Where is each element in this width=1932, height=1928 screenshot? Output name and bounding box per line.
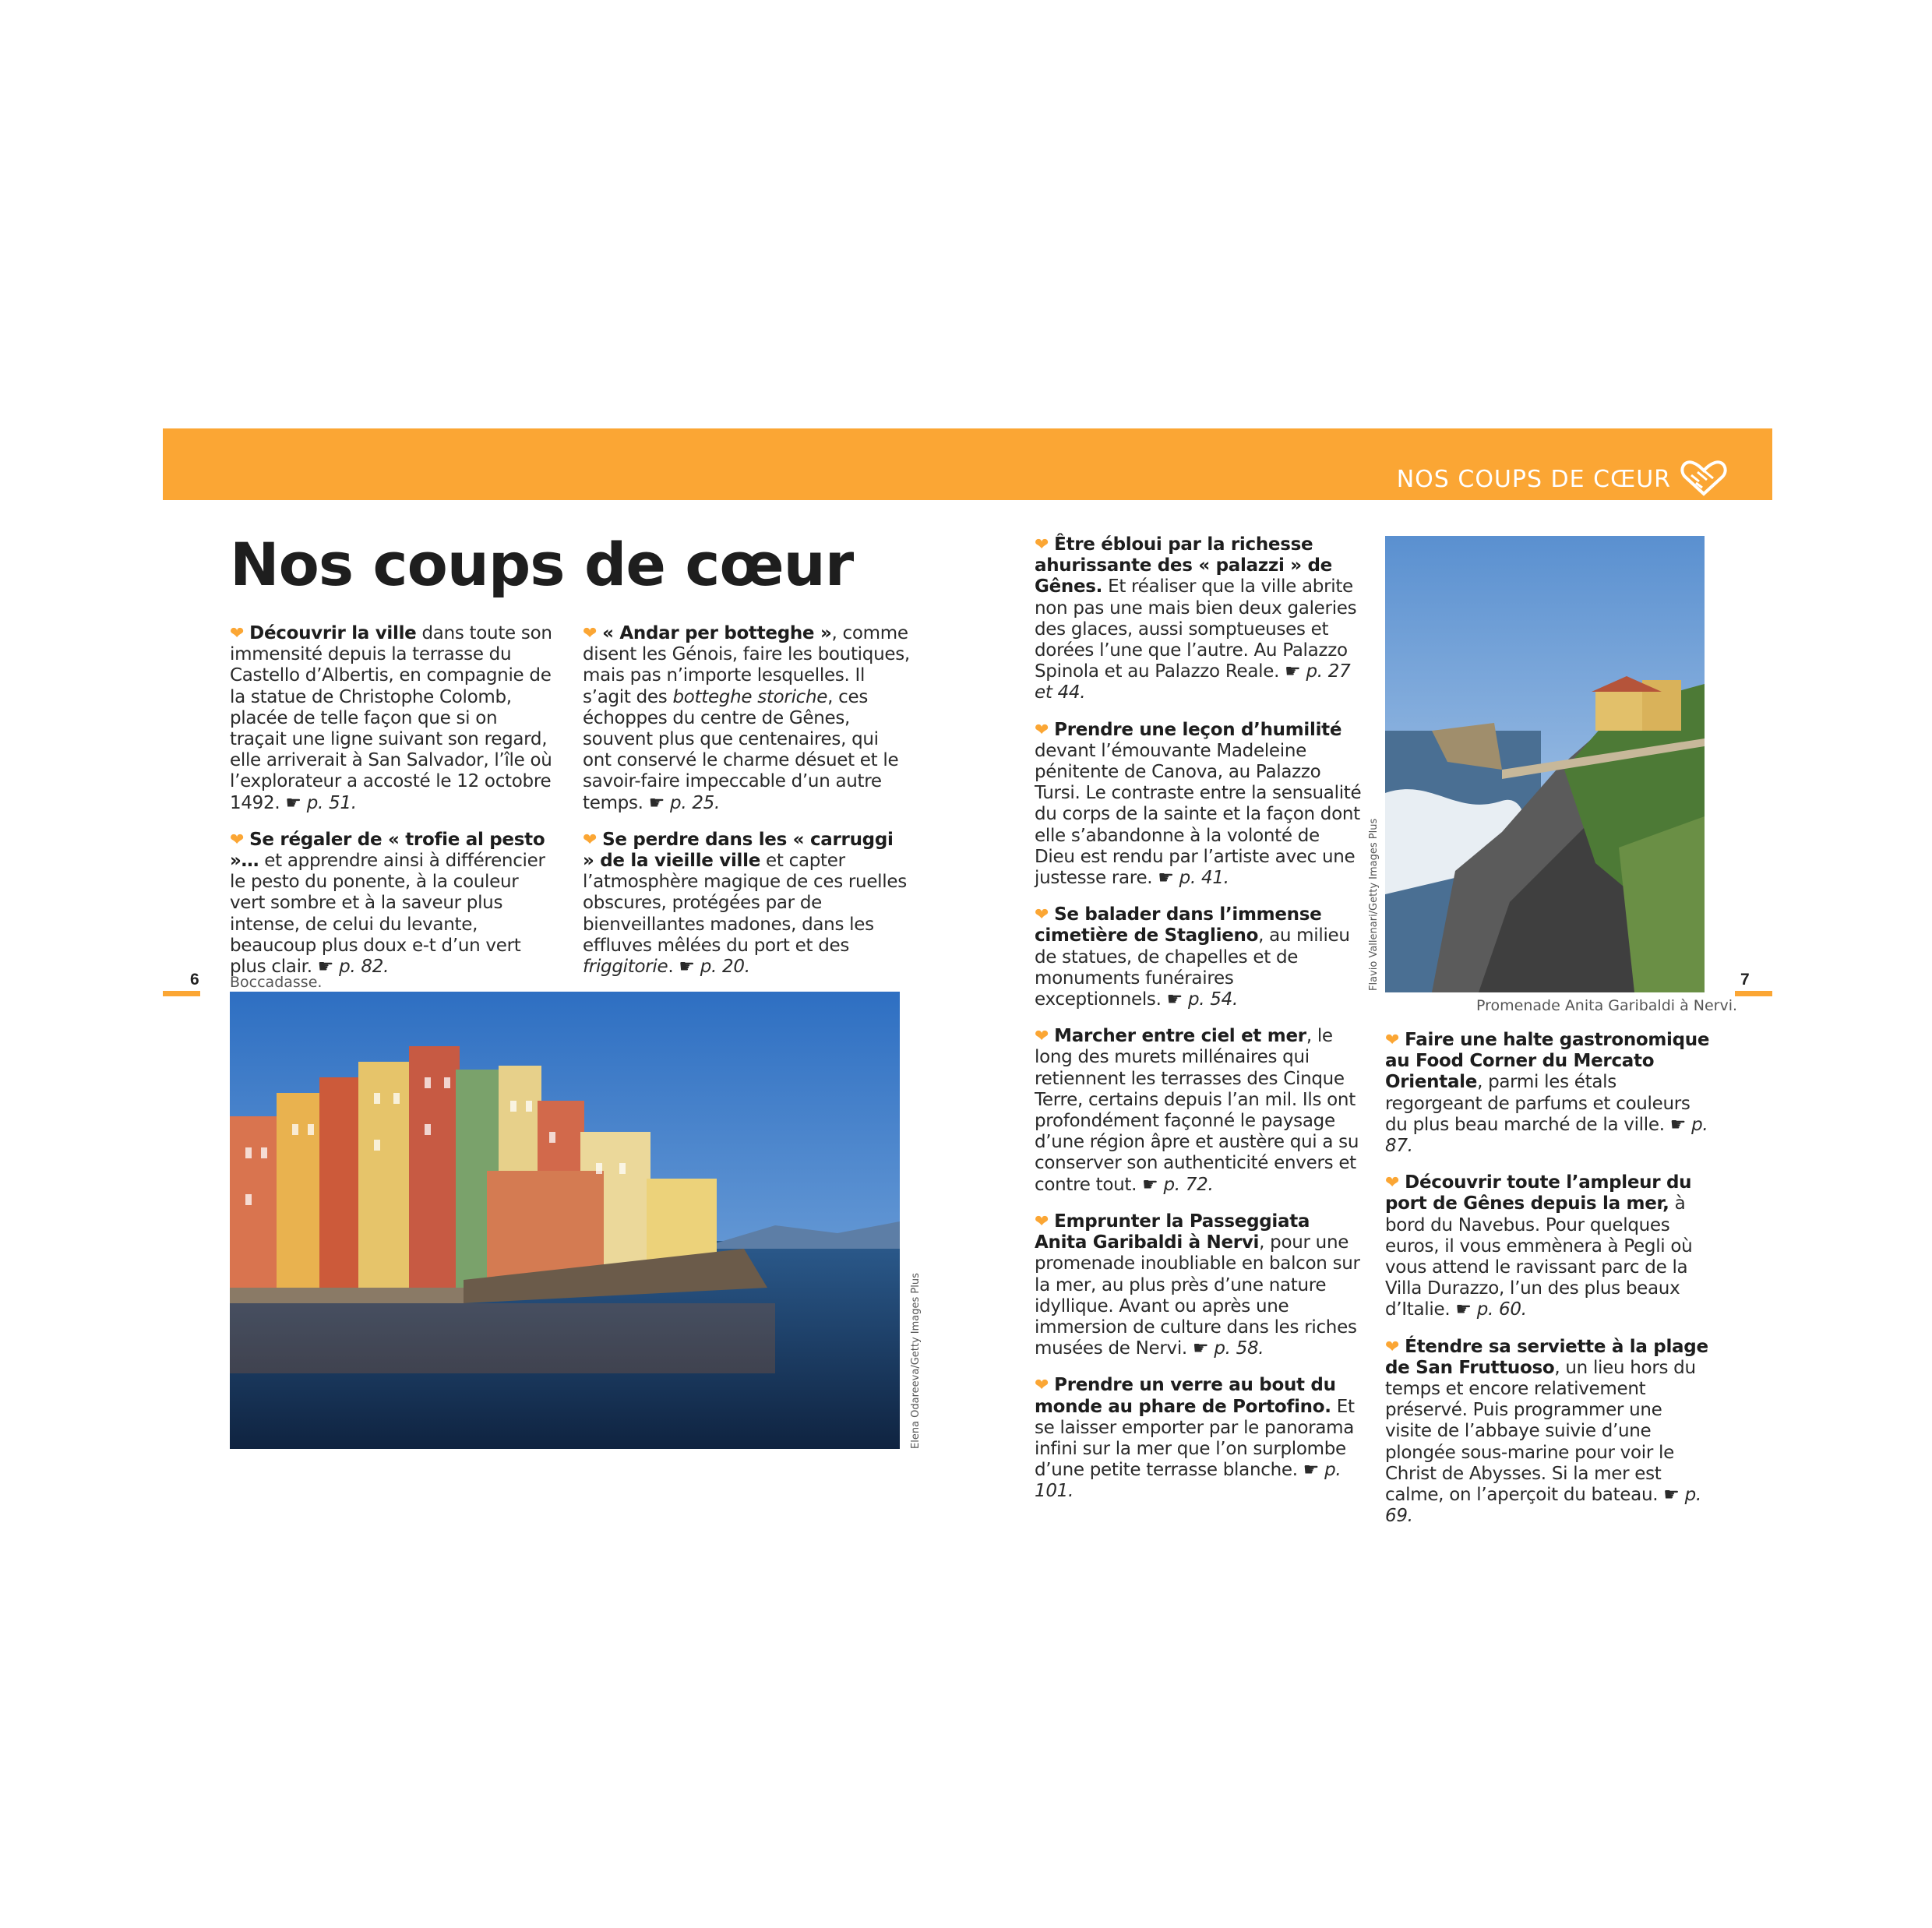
entry-text: et capter l’atmosphère magique de ces ruelles obscures, protégées par de bienveillantes madones, dans les effluves mêlées du port et des — [583, 851, 907, 956]
column-2 — [583, 623, 910, 993]
entry-text: dans toute son immensité depuis la terrasse du Castello d’Albertis, en compagnie de la statue de Christophe Colomb, placée de telle façon que si on traçait une ligne suivant son regard, elle arriverait à San Salvador, l’île où l’explorateur a accosté le 12 octobre 1492. — [230, 623, 552, 813]
heart-icon: ❤ — [1385, 1031, 1400, 1050]
entry-heading: Marcher entre ciel et mer — [1054, 1026, 1306, 1047]
entry-text: , comme disent les Génois, faire les boutiques, mais pas n’importe lesquelles. Il s’agit des — [583, 623, 910, 707]
heart-icon: ❤ — [1035, 1027, 1049, 1047]
arrow-reference-icon: ☛ — [317, 957, 334, 978]
arrow-reference-icon: ☛ — [1663, 1485, 1680, 1506]
page-reference: p. 101. — [1035, 1460, 1341, 1502]
entry-heading: « Andar per botteghe » — [602, 623, 832, 643]
entry-text: , pour une promenade inoubliable en balcon sur la mer, au plus près d’une nature idyllique. Avant ou après une immersion de culture dans les riches musées de Nervi. — [1035, 1232, 1360, 1359]
arrow-reference-icon: ☛ — [1158, 868, 1174, 889]
arrow-reference-icon: ☛ — [1166, 989, 1183, 1010]
entry-text: , le long des murets millénaires qui retiennent les terrasses des Cinque Terre, certains depuis l’an mil. Ils ont profondément façonné le paysage d’une région âpre et austère qui a su conserver son authenticité envers et contre tout. — [1035, 1026, 1359, 1195]
entry-heading: Découvrir toute l’ampleur du port de Gênes depuis la mer, — [1385, 1172, 1692, 1214]
page-reference: p. 60. — [1476, 1299, 1527, 1320]
arrow-reference-icon: ☛ — [1455, 1299, 1472, 1320]
photo-credit-left: Elena Odareeva/Getty Images Plus — [910, 1273, 922, 1449]
entry-heading: Se perdre dans les « carruggi » de la vieille ville — [583, 829, 894, 872]
entry-text: , au milieu de statues, de chapelles et de monuments funéraires exceptionnels. — [1035, 925, 1350, 1010]
photo-caption-left: Boccadasse. — [230, 974, 323, 991]
page-reference: p. 41. — [1179, 868, 1229, 889]
entry — [230, 623, 557, 814]
column-3 — [1035, 534, 1362, 1518]
photo-caption-right: Promenade Anita Garibaldi à Nervi. — [1476, 997, 1738, 1014]
entry-heading: Étendre sa serviette à la plage de San Fruttuoso — [1385, 1336, 1708, 1378]
section-header-band — [163, 428, 1772, 500]
entry-text: devant l’émouvante Madeleine pénitente de Canova, au Palazzo Tursi. Le contraste entre la sensualité du corps de la sainte et la façon dont elle s’abandonne à la volonté de Dieu est rendu par l’artiste avec une justesse rare. — [1035, 740, 1362, 889]
heart-icon: ❤ — [1035, 720, 1049, 740]
page-reference: p. 51. — [306, 792, 357, 813]
entry-heading: Se régaler de « trofie al pesto »… — [230, 829, 545, 872]
entry — [583, 623, 910, 814]
page-reference: p. 72. — [1163, 1174, 1214, 1195]
heart-icon: ❤ — [583, 830, 598, 850]
heart-icon: ❤ — [1035, 1376, 1049, 1396]
entry-heading: Prendre une leçon d’humilité — [1054, 719, 1342, 740]
entry-text: , un lieu hors du temps et encore relativement préservé. Puis programmer une visite de l’abbaye suivie d’une plongée sous-marine pour voir le Christ de Abysses. Si la mer est calme, on l’aperçoit du bateau. — [1385, 1357, 1696, 1506]
arrow-reference-icon: ☛ — [1669, 1114, 1687, 1135]
entry-text: , parmi les étals regorgeant de parfums et couleurs du plus beau marché de la ville. — [1385, 1072, 1690, 1135]
entry — [1035, 1375, 1362, 1502]
entry — [1035, 1211, 1362, 1359]
entry — [1035, 904, 1362, 1010]
entry-text: et apprendre ainsi à différencier le pesto du ponente, à la couleur vert sombre et à la saveur plus intense, de celui du levante, beaucoup plus doux e-t d’un vert plus clair. — [230, 851, 545, 978]
entry-heading: Découvrir la ville — [249, 623, 417, 643]
arrow-reference-icon: ☛ — [648, 792, 665, 813]
arrow-reference-icon: ☛ — [1192, 1338, 1209, 1359]
entry — [1035, 534, 1362, 704]
arrow-reference-icon: ☛ — [285, 792, 301, 813]
heart-icon: ❤ — [230, 830, 245, 850]
page-marker-right — [1735, 991, 1772, 996]
heart-icon: ❤ — [1035, 1211, 1049, 1232]
page-reference: p. 58. — [1214, 1338, 1264, 1359]
page-reference: p. 69. — [1385, 1485, 1701, 1527]
page-reference: p. 25. — [670, 792, 721, 813]
page-reference: p. 20. — [700, 957, 750, 978]
entry-heading: Emprunter la Passeggiata Anita Garibaldi à Nervi — [1035, 1211, 1310, 1253]
boccadasse-illustration — [230, 992, 900, 1449]
heart-icon: ❤ — [230, 624, 245, 643]
entry — [1385, 1172, 1712, 1320]
arrow-reference-icon: ☛ — [1142, 1174, 1158, 1195]
heart-icon: ❤ — [583, 624, 598, 643]
nervi-illustration — [1385, 536, 1705, 992]
photo-nervi — [1385, 536, 1705, 992]
entry — [1385, 1337, 1712, 1528]
entry-italic: botteghe storiche — [672, 686, 828, 707]
entry-italic: friggitorie — [583, 957, 668, 978]
entry-text: Et réaliser que la ville abrite non pas une mais bien deux galeries des glaces, aussi somptueuses et dorées l’une que l’autre. Au Palazzo Spinola et au Palazzo Reale. — [1035, 576, 1357, 682]
page-reference: p. 54. — [1187, 989, 1238, 1010]
page-marker-left — [163, 991, 200, 996]
handshake-heart-icon — [1680, 458, 1727, 497]
entry — [1035, 1026, 1362, 1196]
column-1 — [230, 623, 557, 993]
entry — [1035, 720, 1362, 890]
page-reference: p. 82. — [339, 957, 390, 978]
entry — [230, 830, 557, 978]
entry-text: . — [668, 957, 674, 978]
entry-heading: Faire une halte gastronomique au Food Corner du Mercato Orientale — [1385, 1030, 1710, 1093]
arrow-reference-icon: ☛ — [1303, 1460, 1320, 1481]
column-4 — [1385, 1030, 1712, 1542]
heart-icon: ❤ — [1035, 905, 1049, 925]
page-number-left: 6 — [190, 971, 199, 989]
photo-credit-right: Flavio Vallenari/Getty Images Plus — [1368, 818, 1380, 991]
section-title: NOS COUPS DE CŒUR — [1396, 466, 1671, 493]
entry-heading: Être ébloui par la richesse ahurissante des « palazzi » de Gênes. — [1035, 534, 1332, 597]
heart-icon: ❤ — [1385, 1337, 1400, 1357]
entry-heading: Se balader dans l’immense cimetière de Staglieno — [1035, 904, 1322, 946]
entry-heading: Prendre un verre au bout du monde au phare de Portofino. — [1035, 1375, 1336, 1417]
page-number-right: 7 — [1740, 971, 1750, 989]
page-reference: p. 27 et 44. — [1035, 661, 1351, 703]
arrow-reference-icon: ☛ — [679, 957, 695, 978]
entry — [1385, 1030, 1712, 1157]
entry — [583, 830, 910, 978]
arrow-reference-icon: ☛ — [1285, 661, 1301, 682]
heart-icon: ❤ — [1035, 535, 1049, 555]
entry-text: , ces échoppes du centre de Gênes, souvent plus que centenaires, qui ont conservé le charme désuet et le savoir-faire impeccable d’un autre temps. — [583, 686, 899, 813]
page-reference: p. 87. — [1385, 1114, 1708, 1157]
entry-text: à bord du Navebus. Pour quelques euros, il vous emmènera à Pegli où vous attend le ravissant parc de la Villa Durazzo, l’un des plus beaux d’Italie. — [1385, 1193, 1693, 1320]
heart-icon: ❤ — [1385, 1173, 1400, 1193]
photo-boccadasse — [230, 992, 900, 1449]
entry-text: Et se laisser emporter par le panorama infini sur la mer que l’on surplombe d’une petite terrasse blanche. — [1035, 1396, 1355, 1481]
page-title: Nos coups de cœur — [230, 530, 854, 599]
